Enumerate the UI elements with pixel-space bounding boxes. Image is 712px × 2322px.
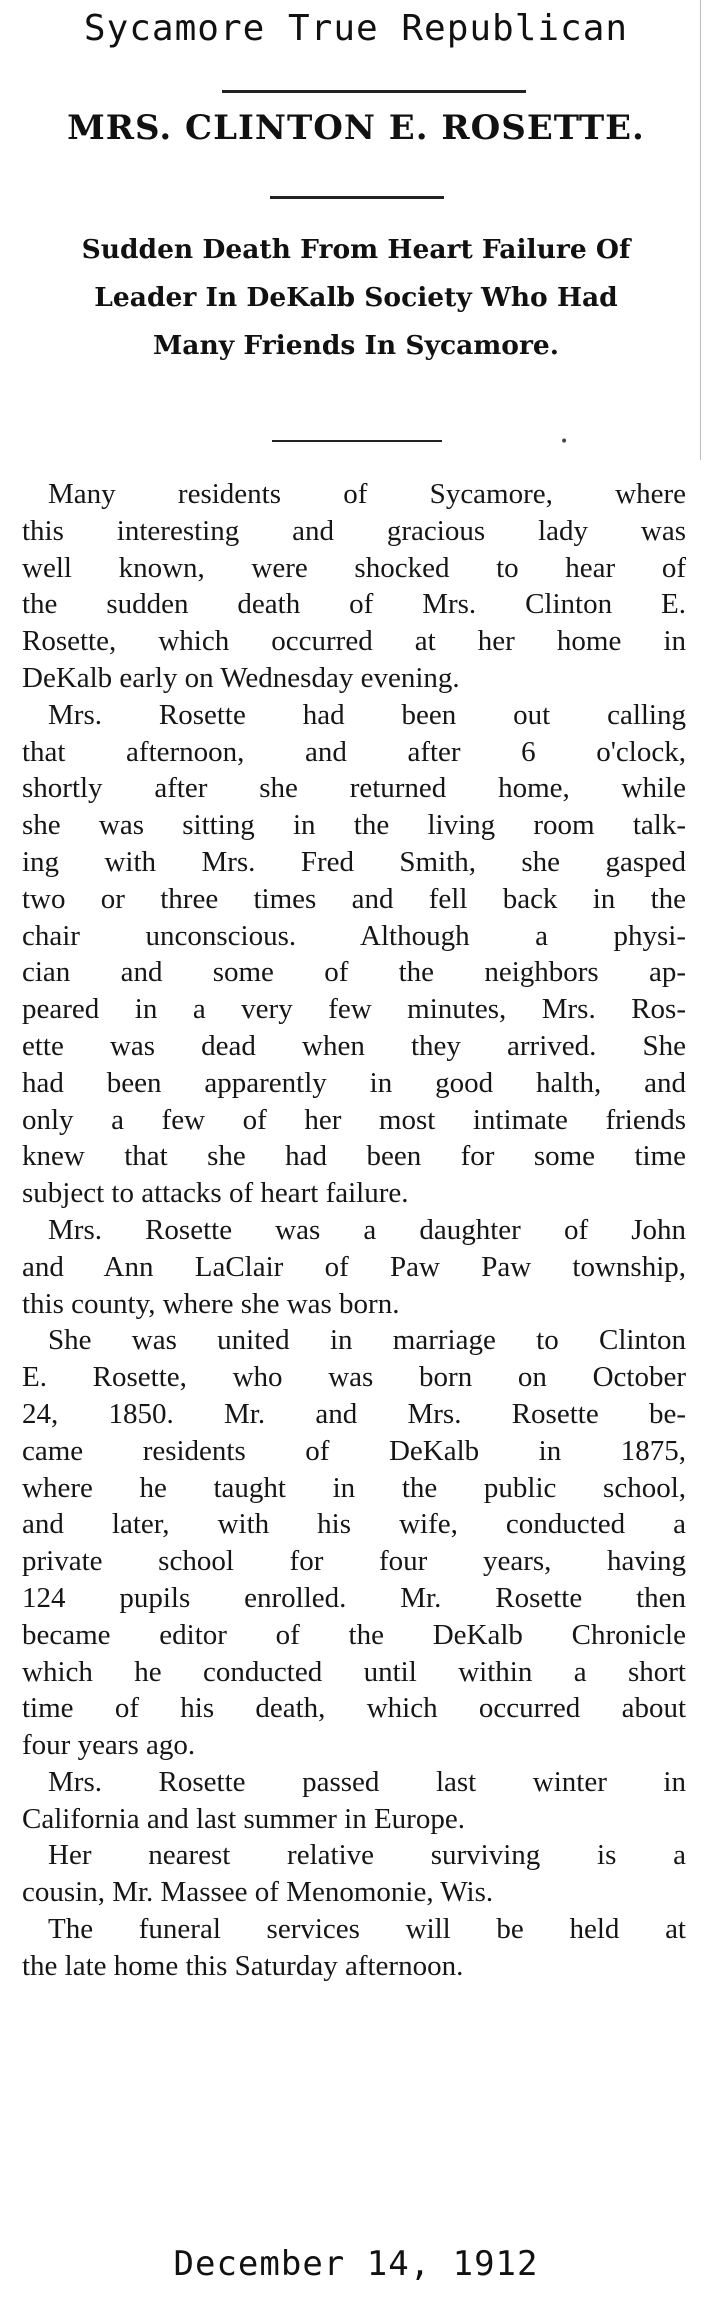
article-line: She was united in marriage to Clinton: [48, 1324, 686, 1357]
dateline: December 14, 1912: [173, 2244, 539, 2284]
article-body: [22, 476, 686, 1985]
article-line: this county, where she was born.: [22, 1287, 400, 1320]
article-line: which he conducted until within a short: [22, 1655, 686, 1688]
article-line: private school for four years, having: [22, 1545, 686, 1578]
article-line: two or three times and fell back in the: [22, 882, 686, 915]
article-paragraph: [22, 1322, 686, 1764]
article-line: Her nearest relative surviving is a: [48, 1839, 686, 1872]
masthead-rule: [222, 90, 526, 93]
article-line: the sudden death of Mrs. Clinton E.: [22, 588, 686, 621]
article-line: where he taught in the public school,: [22, 1471, 686, 1504]
article-line: only a few of her most intimate friends: [22, 1103, 686, 1136]
subhead-line: Sudden Death From Heart Failure Of: [81, 234, 631, 265]
article-line: Mrs. Rosette was a daughter of John: [48, 1213, 686, 1246]
article-line: knew that she had been for some time: [22, 1140, 686, 1173]
subhead: [20, 226, 692, 370]
article-line: well known, were shocked to hear of: [22, 551, 686, 584]
article-line: cian and some of the neighbors ap-: [22, 956, 686, 989]
article-paragraph: [22, 1911, 686, 1985]
article-paragraph: [22, 1212, 686, 1322]
article-line: DeKalb early on Wednesday evening.: [22, 661, 460, 694]
article-line: became editor of the DeKalb Chronicle: [22, 1618, 686, 1651]
subhead-line: Many Friends In Sycamore.: [152, 330, 560, 361]
article-line: Many residents of Sycamore, where: [48, 478, 686, 510]
article-line: the late home this Saturday afternoon.: [22, 1949, 464, 1982]
article-line: Mrs. Rosette passed last winter in: [48, 1765, 686, 1798]
subhead-rule: [272, 440, 442, 442]
article-line: ette was dead when they arrived. She: [22, 1029, 686, 1062]
column-edge-rule: [700, 0, 701, 460]
article-line: The funeral services will be held at: [48, 1913, 686, 1946]
article-line: 124 pupils enrolled. Mr. Rosette then: [22, 1581, 686, 1614]
article-line: Rosette, which occurred at her home in: [22, 625, 686, 658]
article-paragraph: [22, 697, 686, 1212]
article-line: had been apparently in good halth, and: [22, 1066, 686, 1099]
masthead: Sycamore True Republican: [83, 8, 629, 49]
article-line: and Ann LaClair of Paw Paw township,: [22, 1250, 686, 1283]
article-line: that afternoon, and after 6 o'clock,: [22, 735, 686, 768]
headline: MRS. CLINTON E. ROSETTE.: [67, 108, 645, 148]
subhead-line: Leader In DeKalb Society Who Had: [94, 282, 618, 313]
article-line: California and last summer in Europe.: [22, 1802, 465, 1835]
article-line: ing with Mrs. Fred Smith, she gasped: [22, 845, 686, 878]
article-line: subject to attacks of heart failure.: [22, 1177, 409, 1210]
article-line: Mrs. Rosette had been out calling: [48, 698, 686, 731]
article-line: cousin, Mr. Massee of Menomonie, Wis.: [22, 1876, 494, 1909]
print-speck: •: [560, 434, 569, 450]
article-line: came residents of DeKalb in 1875,: [22, 1434, 686, 1467]
headline-rule: [270, 196, 444, 199]
article-line: 24, 1850. Mr. and Mrs. Rosette be-: [22, 1397, 686, 1430]
article-line: time of his death, which occurred about: [22, 1692, 686, 1725]
article-line: and later, with his wife, conducted a: [22, 1508, 686, 1541]
article-line: E. Rosette, who was born on October: [22, 1361, 686, 1394]
article-line: she was sitting in the living room talk-: [22, 809, 686, 842]
article-line: this interesting and gracious lady was: [22, 514, 686, 547]
article-paragraph: [22, 476, 686, 697]
article-paragraph: [22, 1837, 686, 1911]
article-line: peared in a very few minutes, Mrs. Ros-: [22, 993, 686, 1026]
article-line: shortly after she returned home, while: [22, 772, 686, 805]
article-line: four years ago.: [22, 1729, 196, 1762]
article-line: chair unconscious. Although a physi-: [22, 919, 686, 952]
article-paragraph: [22, 1764, 686, 1838]
